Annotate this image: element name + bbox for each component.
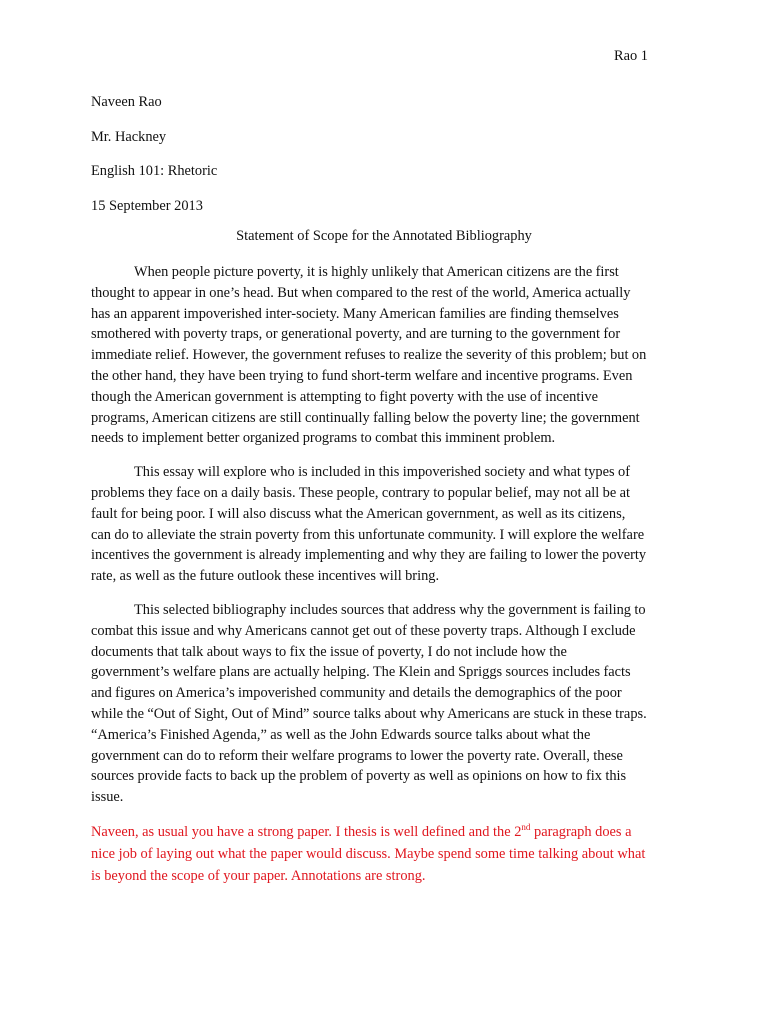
comment-text: Naveen, as usual you have a strong paper. I thesis is well defined and the 2 — [91, 823, 522, 840]
paragraph-line: government can do to reform their welfare programs to lower the poverty rate. Overall, these — [91, 747, 623, 764]
instructor-name: Mr. Hackney — [91, 128, 167, 145]
paragraph-line: government’s welfare plans are actually helping. The Klein and Spriggs sources includes facts — [91, 664, 631, 681]
paragraph-line: sources provide facts to back up the problem of poverty as well as opinions on how to fix this — [91, 768, 627, 785]
body-paragraph-1 — [91, 262, 677, 449]
paragraph-line: This selected bibliography includes sources that address why the government is failing to — [134, 601, 646, 618]
instructor-comment — [91, 821, 677, 888]
paragraph-line: though the American government is attempting to fight poverty with the use of incentive — [91, 388, 598, 405]
document-date: 15 September 2013 — [91, 197, 203, 214]
comment-line — [91, 821, 677, 843]
paragraph-line: “America’s Finished Agenda,” as well as the John Edwards source talks about what the — [91, 726, 591, 743]
paragraph-line: combat this issue and why Americans cannot get out of these poverty traps. Although I exclude — [91, 622, 636, 639]
paragraph-line: problems they face on a daily basis. These people, contrary to popular belief, may not all be at — [91, 484, 631, 501]
student-name: Naveen Rao — [91, 94, 162, 110]
body-paragraph-3 — [91, 600, 677, 808]
comment-line: is beyond the scope of your paper. Annotations are strong. — [91, 868, 426, 885]
paragraph-line: thought to appear in one’s head. But when compared to the rest of the world, America actually — [91, 284, 631, 301]
paragraph-line: documents that talk about ways to fix the issue of poverty, I do not include how the — [91, 643, 567, 660]
paragraph-line: immediate relief. However, the government refuses to realize the severity of this problem; but on — [91, 347, 647, 364]
paragraph-line: incentives the government is already implementing and why they are failing to lower the poverty — [91, 547, 647, 564]
paragraph-line: the other hand, they have been trying to fund short-term welfare and incentive programs. Even — [91, 367, 633, 384]
paragraph-line: and figures on America’s impoverished community and details the demographics of the poor — [91, 685, 622, 702]
running-head: Rao 1 — [614, 48, 648, 64]
comment-text: paragraph does a — [530, 823, 632, 840]
paragraph-line: rate, as well as the future outlook these incentives will bring. — [91, 568, 440, 585]
mla-heading — [91, 92, 677, 230]
paragraph-line: smothered with poverty traps, or generational poverty, and are turning to the government for — [91, 326, 621, 343]
ordinal-suffix: nd — [521, 821, 531, 832]
course-name: English 101: Rhetoric — [91, 163, 218, 179]
paragraph-line: issue. — [91, 789, 124, 806]
paragraph-line: has an apparent impoverished inter-society. Many American families are finding themselves — [91, 305, 619, 322]
paragraph-line: When people picture poverty, it is highly unlikely that American citizens are the first — [134, 264, 619, 280]
paragraph-line: This essay will explore who is included in this impoverished society and what types of — [134, 464, 630, 481]
paragraph-line: fault for being poor. I will also discuss what the American government, as well as its citizens, — [91, 505, 626, 522]
document-body — [91, 262, 677, 888]
paragraph-line: can do to alleviate the strain poverty from this unfortunate community. I will explore the welfare — [91, 526, 645, 543]
document-title: Statement of Scope for the Annotated Bibliography — [236, 228, 532, 244]
paragraph-line: while the “Out of Sight, Out of Mind” source talks about why Americans are stuck in these traps. — [91, 705, 647, 722]
paragraph-line: programs, American citizens are still continually falling below the poverty line; the government — [91, 409, 640, 426]
comment-line: nice job of laying out what the paper would discuss. Maybe spend some time talking about what — [91, 846, 646, 863]
body-paragraph-2 — [91, 462, 677, 587]
paragraph-line: needs to implement better organized programs to combat this imminent problem. — [91, 430, 556, 447]
